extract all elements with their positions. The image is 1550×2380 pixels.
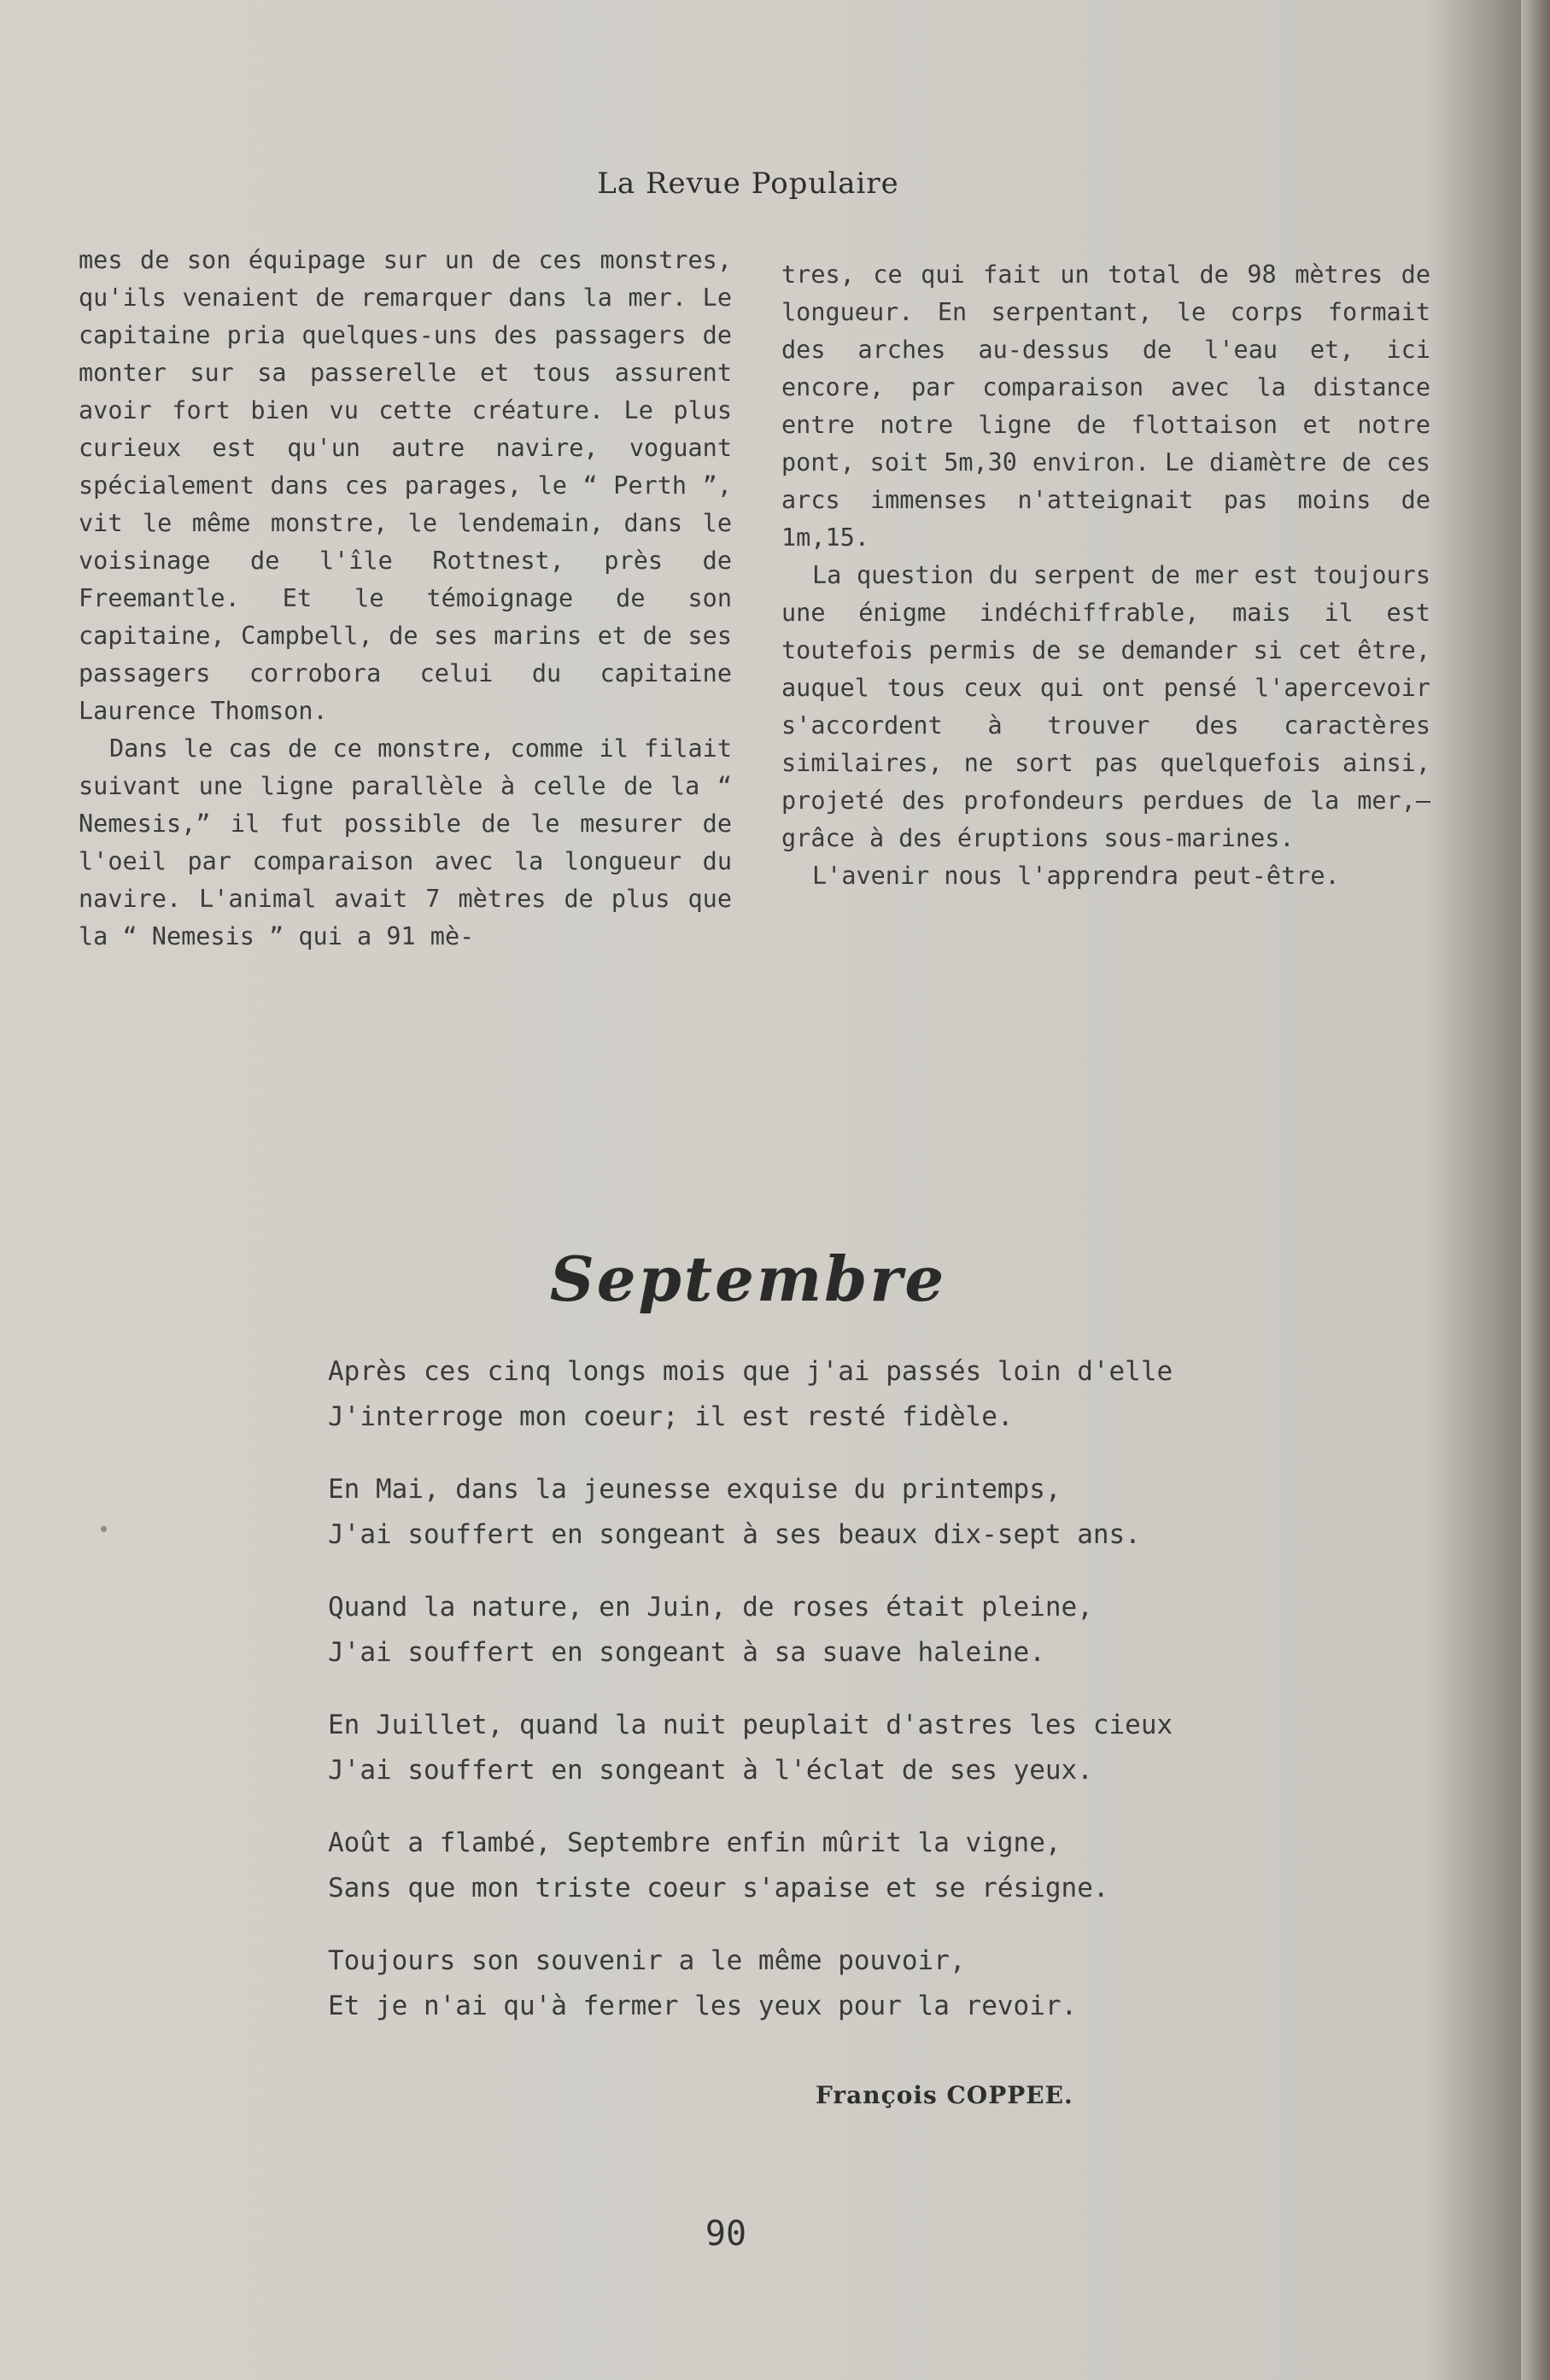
poem-line: Sans que mon triste coeur s'apaise et se résigne. (328, 1873, 1109, 1903)
poem-line: Toujours son souvenir a le même pouvoir, (328, 1945, 966, 1976)
poem-stanza (328, 1349, 1182, 1440)
poem-line: J'ai souffert en songeant à l'éclat de ses yeux. (328, 1755, 1093, 1786)
poem-line: J'ai souffert en songeant à sa suave haleine. (328, 1637, 1045, 1668)
poem-line: Après ces cinq longs mois que j'ai passés loin d'elle (328, 1356, 1173, 1387)
poem-line: En Juillet, quand la nuit peuplait d'astres les cieux (328, 1710, 1173, 1740)
article-right-column (781, 256, 1430, 895)
poem-stanza (328, 1703, 1182, 1793)
poem-stanza (328, 1821, 1182, 1911)
poem-body (328, 1349, 1182, 2056)
poem-stanza (328, 1939, 1182, 2029)
poem-line: J'interroge mon coeur; il est resté fidèle. (328, 1401, 1014, 1432)
article-paragraph: Dans le cas de ce monstre, comme il filait suivant une ligne parallèle à celle de la “ Nemesis,” il fut possible de le mesurer de l'oeil par comparaison avec la longueur du navire. L'animal avait 7 mètres de plus que la “ Nemesis ” qui a 91 mè- (79, 734, 732, 950)
article-paragraph: tres, ce qui fait un total de 98 mètres de longueur. En serpentant, le corps formait des arches au-dessus de l'eau et, ici encore, par comparaison avec la distance entre notre ligne de flottaison et notre pont, soit 5m,30 environ. Le diamètre de ces arcs immenses n'atteignait pas moins de 1m,15. (781, 260, 1430, 552)
article-left-column (79, 242, 732, 956)
poem-author: François COPPEE. (816, 2081, 1073, 2109)
poem-title: Septembre (549, 1243, 947, 1315)
poem-stanza (328, 1585, 1182, 1675)
poem-line: Août a flambé, Septembre enfin mûrit la vigne, (328, 1827, 1062, 1858)
poem-line: J'ai souffert en songeant à ses beaux dix-sept ans. (328, 1519, 1141, 1550)
poem-stanza (328, 1467, 1182, 1558)
poem-line: En Mai, dans la jeunesse exquise du printemps, (328, 1474, 1062, 1505)
article-paragraph: L'avenir nous l'apprendra peut-être. (812, 862, 1340, 890)
poem-line: Et je n'ai qu'à fermer les yeux pour la revoir. (328, 1991, 1078, 2021)
running-head: La Revue Populaire (597, 167, 899, 201)
book-spine-shadow (1521, 0, 1550, 2380)
ink-speck (101, 1526, 107, 1532)
page-number: 90 (705, 2214, 747, 2254)
article-paragraph: La question du serpent de mer est toujours une énigme indéchiffrable, mais il est toutefois permis de se demander si cet être, auquel tous ceux qui ont pensé l'apercevoir s'accordent à trouver des caractères similaires, ne sort pas quelquefois ainsi, projeté des profondeurs perdues de la mer,—grâce à des éruptions sous-marines. (781, 561, 1430, 852)
poem-line: Quand la nature, en Juin, de roses était pleine, (328, 1592, 1093, 1623)
article-paragraph: mes de son équipage sur un de ces monstres, qu'ils venaient de remarquer dans la mer. Le capitaine pria quelques-uns des passagers de monter sur sa passerelle et tous assurent avoir fort bien vu cette créature. Le plus curieux est qu'un autre navire, voguant spécialement dans ces parages, le “ Perth ”, vit le même monstre, le lendemain, dans le voisinage de l'île Rottnest, près de Freemantle. Et le témoignage de son capitaine, Campbell, de ses marins et de ses passagers corrobora celui du capitaine Laurence Thomson. (79, 246, 732, 725)
